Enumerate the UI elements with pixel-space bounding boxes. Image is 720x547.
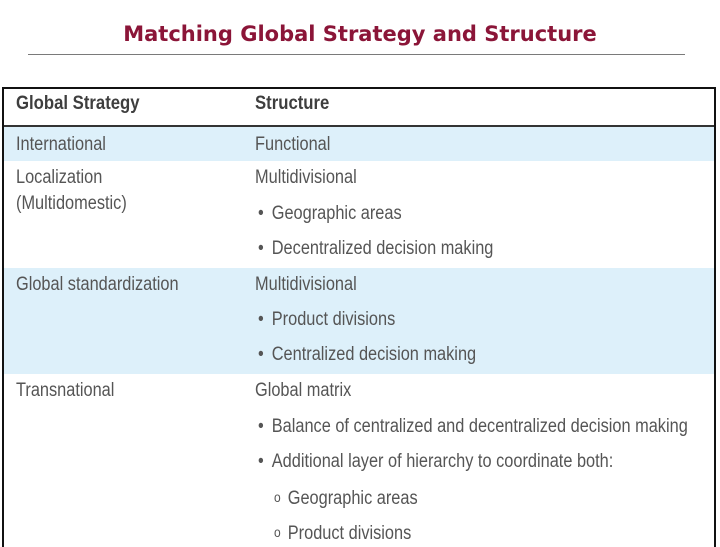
bullet-symbol: • [258, 238, 264, 259]
bullet-symbol: • [258, 451, 264, 472]
bullet-item [258, 344, 476, 366]
bullet-text: Centralized decision making [271, 344, 477, 365]
header-structure: Structure [255, 93, 330, 114]
subbullet-symbol: o [274, 489, 281, 505]
bullet-text: Geographic areas [271, 203, 402, 224]
bullet-text: Balance of centralized and decentralized decision making [271, 416, 688, 437]
bullet-symbol: • [258, 416, 264, 437]
structure-cell: Multidivisional [255, 167, 357, 188]
subbullet-item [274, 521, 411, 545]
bullet-item [258, 451, 613, 473]
bullet-symbol: • [258, 203, 264, 224]
table-row-international [4, 127, 714, 161]
bullet-text: Additional layer of hierarchy to coordinate both: [271, 451, 614, 472]
bullet-item [258, 309, 395, 331]
slide-title: Matching Global Strategy and Structure [123, 22, 597, 46]
table-header-row [4, 89, 714, 127]
subbullet-text: Geographic areas [287, 488, 418, 509]
strategy-cell-line-2: (Multidomestic) [16, 193, 127, 214]
strategy-cell: Transnational [16, 380, 115, 401]
bullet-symbol: • [258, 309, 264, 330]
table-row-localization [4, 161, 714, 268]
bullet-item [258, 238, 493, 260]
structure-cell: Global matrix [255, 380, 352, 401]
strategy-cell: International [16, 134, 106, 155]
subbullet-symbol: o [274, 524, 281, 540]
bullet-text: Product divisions [271, 309, 396, 330]
bullet-symbol: • [258, 344, 264, 365]
structure-cell: Functional [255, 134, 331, 155]
bullet-text: Decentralized decision making [271, 238, 494, 259]
strategy-cell: Global standardization [16, 274, 179, 295]
strategy-cell: Localization [16, 167, 103, 188]
strategy-structure-table [2, 87, 716, 547]
title-divider [28, 54, 685, 55]
header-global-strategy: Global Strategy [16, 93, 140, 114]
structure-cell: Multidivisional [255, 274, 357, 295]
table-row-global-standardization [4, 268, 714, 374]
bullet-item [258, 203, 402, 225]
subbullet-text: Product divisions [287, 523, 412, 544]
subbullet-item [274, 486, 418, 510]
bullet-item [258, 416, 688, 438]
table-row-transnational [4, 374, 714, 547]
